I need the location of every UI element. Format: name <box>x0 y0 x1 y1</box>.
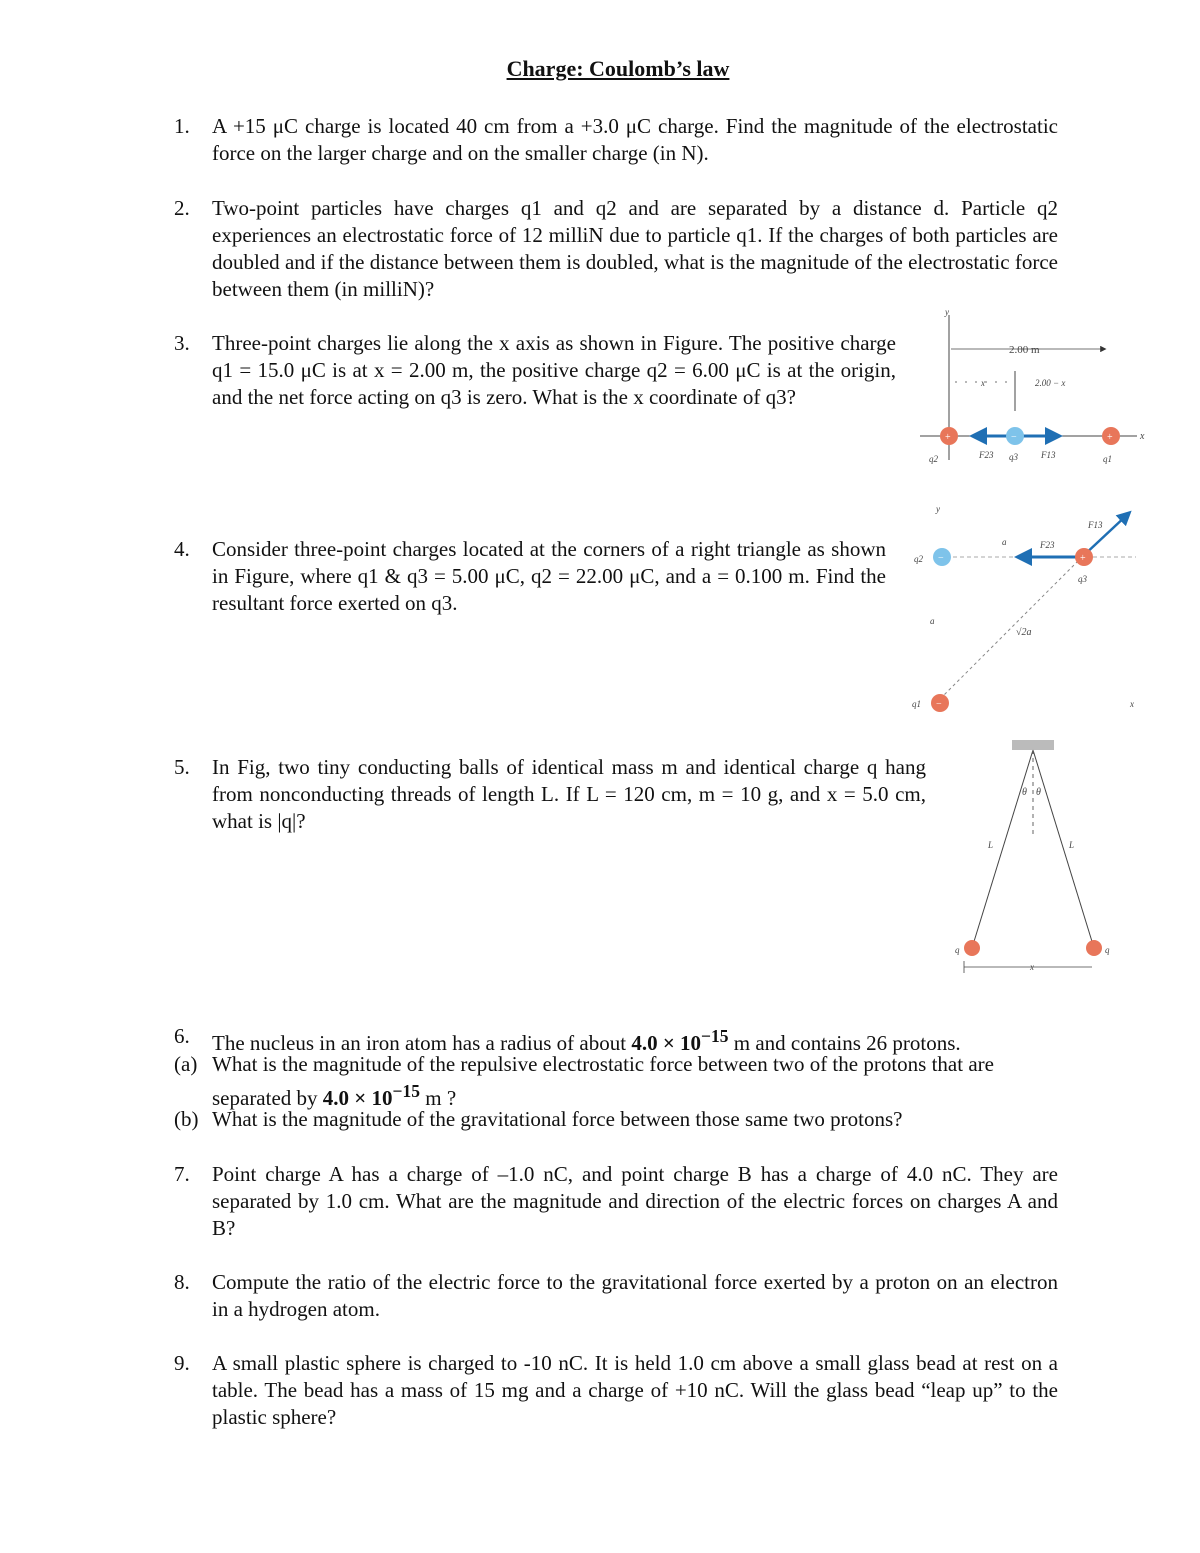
length-left-label: L <box>988 840 994 850</box>
question-5 <box>174 754 926 835</box>
separation-label: x <box>1030 962 1034 972</box>
ceiling-support <box>1012 740 1054 750</box>
question-3 <box>174 330 896 411</box>
question-text: Compute the ratio of the electric force to the gravitational force exerted by a proton on an electron in a hydrogen atom. <box>212 1270 1058 1321</box>
dim-x-label: x <box>981 378 985 388</box>
page-title: Charge: Coulomb’s law <box>506 56 730 81</box>
part-text: What is the magnitude of the gravitational force between those same two protons? <box>212 1107 903 1131</box>
question-text: Consider three-point charges located at the corners of a right triangle as shown in Figure, where q1 & q3 = 5.00 μC, q2 = 22.00 μC, and a = 0.100 m. Find the resultant force exerted on q3. <box>212 537 886 615</box>
charge-q3-label: q3 <box>1009 452 1018 462</box>
force-f23-label: F23 <box>979 450 994 460</box>
charge-q2-label: q2 <box>914 554 923 564</box>
question-6a <box>174 1051 1062 1112</box>
question-text: A +15 μC charge is located 40 cm from a +3.0 μC charge. Find the magnitude of the electrostatic force on the larger charge and on the smaller charge (in N). <box>212 114 1058 165</box>
figure-hanging-balls <box>950 735 1120 975</box>
question-7 <box>174 1161 1058 1242</box>
figure-three-charges-axis <box>915 305 1155 465</box>
question-text: Two-point particles have charges q1 and q2 and are separated by a distance d. Particle q2 experiences an electrostatic force of 12 milliN due to particle q1. If the charges of both particles are doubled and if the distance between them is doubled, what is the magnitude of the electrostatic force between them (in milliN)? <box>212 196 1058 301</box>
charge-q1-label: q1 <box>912 699 921 709</box>
charge-q2-label: q2 <box>929 454 938 464</box>
question-number: 3. <box>174 331 190 355</box>
part-text: What is the magnitude of the repulsive electrostatic force between two of the protons that are separated by $4.0 \times 10^{-15}$ m ? <box>212 1052 994 1110</box>
question-number: 2. <box>174 196 190 220</box>
question-number: 5. <box>174 755 190 779</box>
x-axis-label: x <box>1130 699 1134 709</box>
question-text: A small plastic sphere is charged to -10 nC. It is held 1.0 cm above a small glass bead at rest on a table. The bead has a mass of 15 mg and a charge of +10 nC. Will the glass bead “leap up” to the plastic sphere? <box>212 1351 1058 1429</box>
ball-right-label: q <box>1105 945 1110 955</box>
part-label: (a) <box>174 1052 198 1076</box>
question-9 <box>174 1350 1058 1431</box>
question-8 <box>174 1269 1058 1323</box>
side-a-top-label: a <box>1002 537 1007 547</box>
figure-right-triangle-charges <box>912 500 1142 720</box>
x-axis-label: x <box>1140 431 1145 442</box>
question-2 <box>174 195 1058 303</box>
hypotenuse <box>936 557 1082 703</box>
question-text: The nucleus in an iron atom has a radius of about $4.0 \times 10^{-15}$ m and contains 26 protons. <box>212 1026 961 1055</box>
question-4 <box>174 536 886 617</box>
force-f13-label: F13 <box>1088 520 1103 530</box>
charge-q1-sign: + <box>1107 432 1113 443</box>
part-label: (b) <box>174 1107 199 1131</box>
ball-left-label: q <box>955 945 960 955</box>
question-number: 4. <box>174 537 190 561</box>
question-number: 8. <box>174 1270 190 1294</box>
force-f13-label: F13 <box>1041 450 1056 460</box>
charge-q2-sign: − <box>938 553 944 564</box>
side-a-left-label: a <box>930 616 935 626</box>
thread-right <box>1033 750 1094 948</box>
question-number: 9. <box>174 1351 190 1375</box>
question-number: 6. <box>174 1024 190 1048</box>
thread-left <box>972 750 1033 948</box>
ball-left <box>964 940 980 956</box>
y-axis-label: y <box>945 307 949 317</box>
question-6b <box>174 1106 1062 1133</box>
angle-left-label: θ <box>1022 787 1027 798</box>
question-1 <box>174 113 1058 167</box>
charge-q3-label: q3 <box>1078 574 1087 584</box>
question-text: Three-point charges lie along the x axis as shown in Figure. The positive charge q1 = 15.0 μC is at x = 2.00 m, the positive charge q2 = 6.00 μC is at the origin, and the net force acting on q3 is zero. What is the x coordinate of q3? <box>212 331 896 409</box>
question-text: In Fig, two tiny conducting balls of identical mass m and identical charge q hang from nonconducting threads of length L. If L = 120 cm, m = 10 g, and x = 5.0 cm, what is |q|? <box>212 755 926 833</box>
length-right-label: L <box>1069 840 1075 850</box>
charge-q1-label: q1 <box>1103 454 1112 464</box>
question-number: 7. <box>174 1162 190 1186</box>
angle-right-label: θ <box>1036 787 1041 798</box>
hypotenuse-label: √2a <box>1016 627 1032 638</box>
charge-q2-sign: + <box>945 432 951 443</box>
dim-total-label: 2.00 m <box>1009 344 1040 356</box>
ball-right <box>1086 940 1102 956</box>
charge-q1-sign: − <box>936 699 942 710</box>
question-text: Point charge A has a charge of –1.0 nC, and point charge B has a charge of 4.0 nC. They are separated by 1.0 cm. What are the magnitude and direction of the electric forces on charges A and B? <box>212 1162 1058 1240</box>
y-axis-label: y <box>936 504 940 514</box>
charge-q3-sign: + <box>1080 553 1086 564</box>
question-number: 1. <box>174 114 190 138</box>
charge-q3-sign: − <box>1011 432 1017 443</box>
dim-rest-label: 2.00 − x <box>1035 378 1066 388</box>
force-f23-label: F23 <box>1040 540 1055 550</box>
